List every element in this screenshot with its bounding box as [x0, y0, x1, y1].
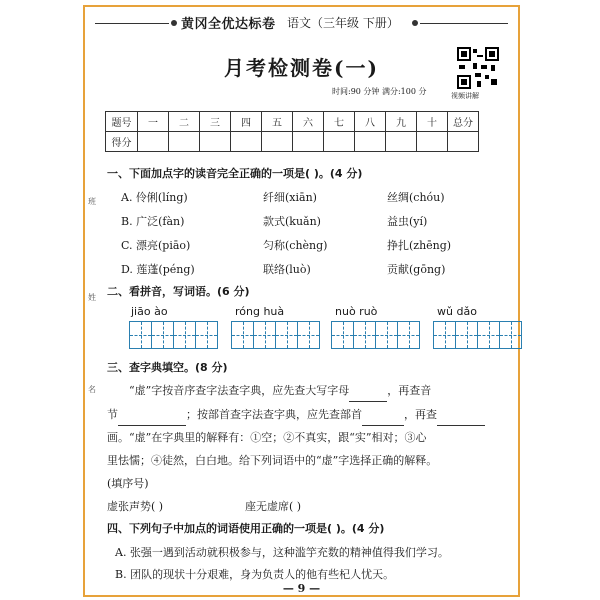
header-rule-right	[420, 23, 508, 24]
q4-title: 四、下列句子中加点的词语使用正确的一项是( )。(4 分)	[107, 522, 385, 535]
q3-text: “虚”字按音序查字法查字典，应先查大写字母	[129, 384, 350, 397]
side-mark-1: 班	[88, 197, 96, 206]
score-cell[interactable]	[231, 132, 262, 152]
score-table-col: 十	[417, 112, 448, 132]
page-title: 月考检测卷(一)	[224, 56, 379, 80]
writing-grid-2[interactable]	[231, 321, 320, 349]
q2-pinyin-2: róng huà	[235, 305, 285, 318]
q1-option-d-2: 联络(luò)	[263, 263, 311, 276]
header-dot-right	[412, 20, 418, 26]
q3-word-2: 座无虚席( )	[245, 500, 302, 513]
score-table-col: 六	[293, 112, 324, 132]
score-table-col: 总分	[448, 112, 479, 132]
score-table-row-label: 题号	[106, 112, 138, 132]
writing-cell[interactable]	[478, 322, 500, 348]
q3-text: ；按部首查字法查字典，应先查部首	[186, 408, 362, 421]
header-rule-left	[95, 23, 169, 24]
q3-line-3: 画。“虚”在字典里的解释有：①空；②不真实，跟“实”相对；③心	[107, 431, 427, 444]
score-table-col: 九	[386, 112, 417, 132]
score-cell[interactable]	[386, 132, 417, 152]
q1-option-a-3: 丝绸(chóu)	[387, 191, 445, 204]
score-cell[interactable]	[324, 132, 355, 152]
writing-cell[interactable]	[456, 322, 478, 348]
writing-cell[interactable]	[276, 322, 298, 348]
header-band	[85, 13, 518, 35]
score-table-col: 三	[200, 112, 231, 132]
answer-blank[interactable]	[118, 405, 186, 426]
writing-grid-3[interactable]	[331, 321, 420, 349]
writing-grid-1[interactable]	[129, 321, 218, 349]
q4-option-a: A. 张强一遇到活动就积极参与，这种滥竽充数的精神值得我们学习。	[115, 546, 449, 559]
q1-option-d-1: D. 莲蓬(péng)	[121, 263, 195, 276]
q1-option-c-2: 匀称(chèng)	[263, 239, 328, 252]
q3-word-1: 虚张声势( )	[107, 500, 164, 513]
writing-grid-4[interactable]	[433, 321, 522, 349]
q2-pinyin-1: jiāo ào	[131, 305, 168, 318]
score-table-col: 七	[324, 112, 355, 132]
score-cell[interactable]	[262, 132, 293, 152]
q1-option-b-3: 益虫(yí)	[387, 215, 428, 228]
qr-code-icon[interactable]	[457, 47, 499, 89]
writing-cell[interactable]	[298, 322, 319, 348]
q2-pinyin-3: nuò ruò	[335, 305, 378, 318]
score-table-col: 二	[169, 112, 200, 132]
q2-title: 二、看拼音，写词语。(6 分)	[107, 285, 250, 298]
q3-line-1	[107, 381, 497, 402]
q3-text: ，再查音	[387, 384, 432, 397]
answer-blank[interactable]	[437, 405, 485, 426]
writing-cell[interactable]	[434, 322, 456, 348]
score-table-score-row	[106, 132, 479, 152]
exam-info: 时间:90 分钟 满分:100 分	[332, 87, 427, 96]
score-table	[105, 111, 479, 152]
answer-blank[interactable]	[362, 405, 404, 426]
score-table-col: 五	[262, 112, 293, 132]
header-dot-left	[171, 20, 177, 26]
writing-cell[interactable]	[130, 322, 152, 348]
q1-title: 一、下面加点字的读音完全正确的一项是( )。(4 分)	[107, 167, 363, 180]
answer-blank[interactable]	[349, 381, 387, 402]
writing-cell[interactable]	[354, 322, 376, 348]
brand-title: 黄冈全优达标卷	[181, 17, 276, 32]
q3-title: 三、查字典填空。(8 分)	[107, 361, 228, 374]
score-cell[interactable]	[293, 132, 324, 152]
writing-cell[interactable]	[332, 322, 354, 348]
writing-cell[interactable]	[196, 322, 217, 348]
exam-page	[83, 5, 520, 597]
writing-cell[interactable]	[232, 322, 254, 348]
score-table-col: 一	[138, 112, 169, 132]
score-cell[interactable]	[355, 132, 386, 152]
writing-cell[interactable]	[500, 322, 521, 348]
writing-cell[interactable]	[398, 322, 419, 348]
q1-option-a-1: A. 伶俐(líng)	[121, 191, 188, 204]
q3-line-4: 里怯懦；④徒然，白白地。给下列词语中的“虚”字选择正确的解释。	[107, 454, 438, 467]
score-table-row-label: 得分	[106, 132, 138, 152]
writing-cell[interactable]	[152, 322, 174, 348]
q3-text: ，再查	[404, 408, 437, 421]
q3-line-5: (填序号)	[107, 477, 149, 490]
score-table-col: 四	[231, 112, 262, 132]
q2-pinyin-4: wǔ dǎo	[437, 305, 477, 318]
score-cell[interactable]	[417, 132, 448, 152]
writing-cell[interactable]	[174, 322, 196, 348]
q1-option-c-1: C. 漂亮(piāo)	[121, 239, 191, 252]
score-cell[interactable]	[200, 132, 231, 152]
q1-option-b-2: 款式(kuǎn)	[263, 215, 321, 228]
subject-label: 语文（三年级 下册）	[287, 16, 399, 30]
score-cell[interactable]	[448, 132, 479, 152]
qr-label: 视频讲解	[451, 92, 479, 100]
writing-cell[interactable]	[376, 322, 398, 348]
side-mark-3: 名	[88, 385, 96, 394]
page-number: — 9 —	[282, 582, 321, 595]
q1-option-a-2: 纤细(xiān)	[263, 191, 317, 204]
score-table-col: 八	[355, 112, 386, 132]
q1-option-d-3: 贡献(gōng)	[387, 263, 446, 276]
score-table-header-row	[106, 112, 479, 132]
score-cell[interactable]	[138, 132, 169, 152]
q1-option-b-1: B. 广泛(fàn)	[121, 215, 185, 228]
side-mark-2: 姓	[88, 293, 96, 302]
q4-option-b: B. 团队的现状十分艰难，身为负责人的他有些杞人忧天。	[115, 568, 395, 581]
score-cell[interactable]	[169, 132, 200, 152]
q3-text: 节	[107, 408, 118, 421]
q1-option-c-3: 挣扎(zhēng)	[387, 239, 452, 252]
q3-line-2	[107, 405, 497, 426]
writing-cell[interactable]	[254, 322, 276, 348]
